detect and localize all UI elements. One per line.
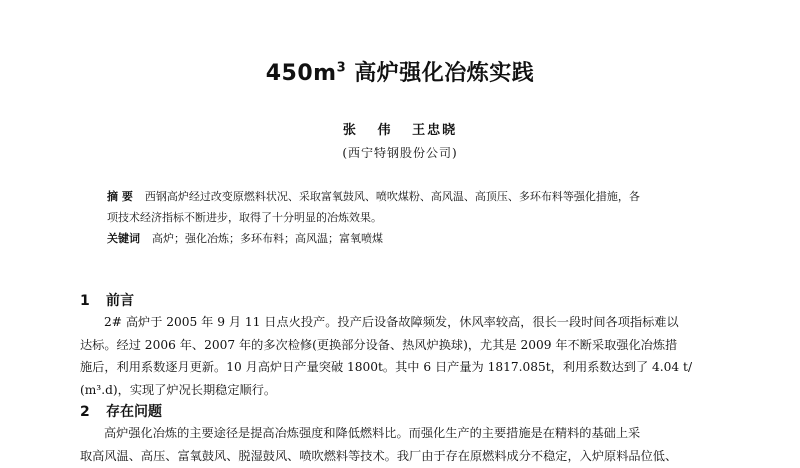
section-number: 1 (80, 293, 90, 309)
abstract-text-1: 西钢高炉经过改变原燃料状况、采取富氧鼓风、喷吹煤粉、高风温、高顶压、多环布料等强化措施，各 (144, 190, 640, 203)
section-heading-2 (80, 401, 162, 421)
section-1-line-3: 施后，利用系数逐月更新。10 月高炉日产量突破 1800t。其中 6 日产量为 1817.085t，利用系数达到了 4.04 t/ (80, 360, 693, 374)
section-heading-1 (80, 290, 134, 310)
section-1-line-2: 达标。经过 2006 年、2007 年的多次检修(更换部分设备、热风炉换球)，尤其是 2009 年不断采取强化冶炼措 (80, 337, 678, 352)
section-2-body (80, 422, 740, 467)
section-title: 前言 (106, 293, 134, 309)
paper-title (0, 56, 800, 87)
abstract-line-2: 项技术经济指标不断进步，取得了十分明显的冶炼效果。 (107, 211, 382, 224)
abstract-block (107, 186, 707, 249)
section-1-body (80, 311, 740, 401)
abstract-line-1 (107, 186, 707, 207)
keywords-text: 高炉；强化冶炼；多环布料；高风温；富氧喷煤 (152, 232, 383, 245)
section-2-line-1: 高炉强化冶炼的主要途径是提高冶炼强度和降低燃料比。而强化生产的主要措施是在精料的基础上采 (104, 426, 641, 440)
keywords-label: 关键词 (107, 232, 140, 245)
section-1-line-1: 2# 高炉于 2005 年 9 月 11 日点火投产。投产后设备故障频发，休风率较高，很长一段时间各项指标难以 (104, 315, 679, 329)
title-superscript: 3 (336, 60, 347, 76)
affiliation: (西宁特钢股份公司) (342, 146, 458, 160)
abstract-label: 摘 要 (107, 190, 133, 203)
section-number: 2 (80, 404, 90, 420)
section-title: 存在问题 (106, 404, 162, 420)
authors: 张 伟 王忠晓 (342, 123, 458, 138)
title-rest: 高炉强化冶炼实践 (346, 61, 535, 86)
keywords-line (107, 228, 707, 249)
title-main: 450m (265, 61, 337, 86)
section-1-line-4: (m³.d)，实现了炉况长期稳定顺行。 (80, 382, 277, 397)
section-2-line-2: 取高风温、高压、富氧鼓风、脱湿鼓风、喷吹燃料等技术。我厂由于存在原燃料成分不稳定，入炉原料品位低、 (80, 448, 678, 463)
